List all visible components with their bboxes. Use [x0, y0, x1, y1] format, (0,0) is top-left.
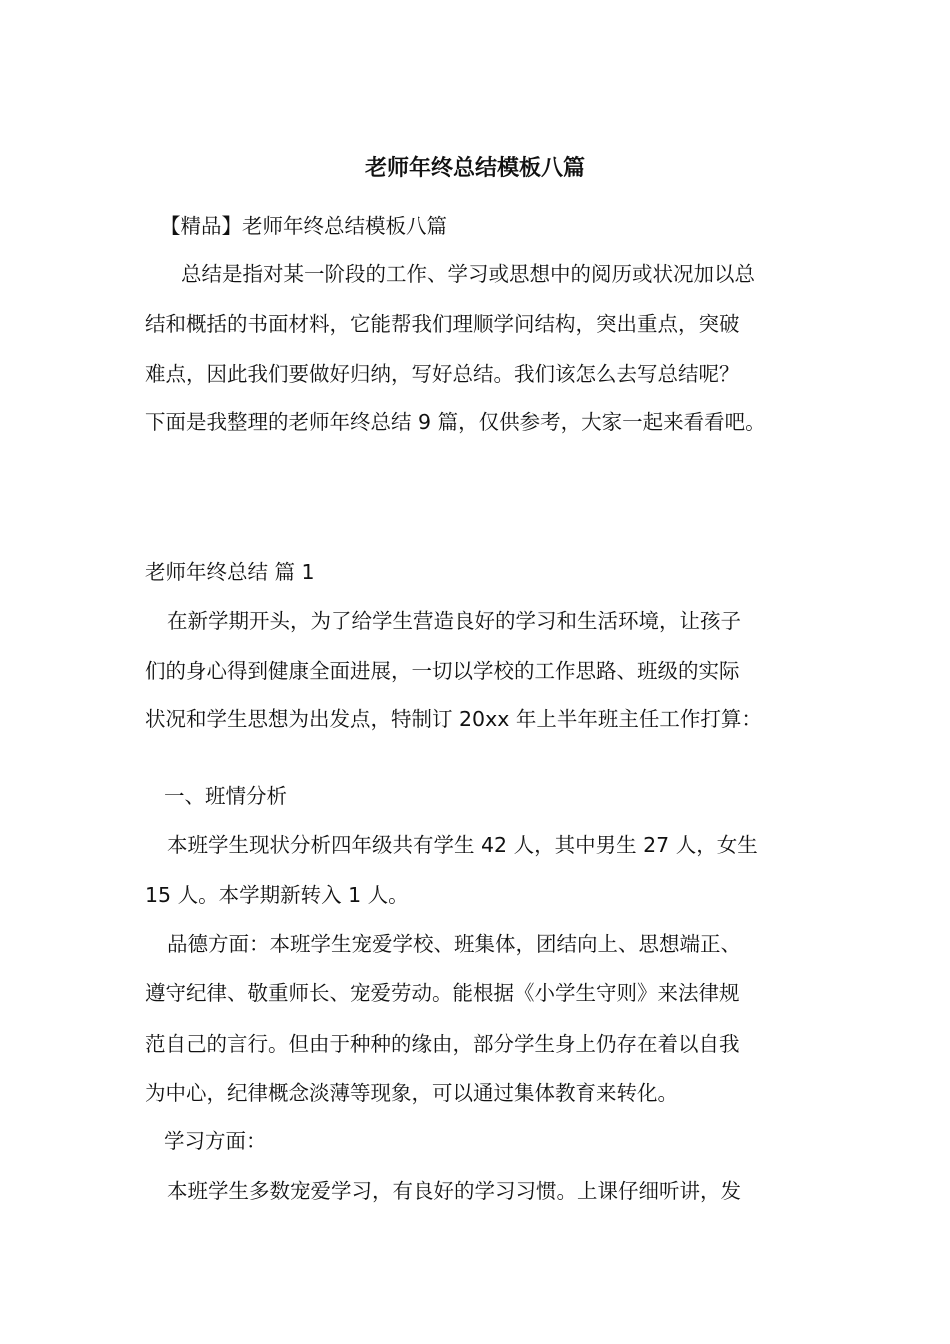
- section-heading: 老师年终总结 篇 1: [145, 560, 315, 584]
- section-paragraph-line: 在新学期开头，为了给学生营造良好的学习和生活环境，让孩子: [167, 609, 741, 633]
- section-paragraph-line: 们的身心得到健康全面进展，一切以学校的工作思路、班级的实际: [145, 659, 740, 683]
- morality-line: 品德方面：本班学生宠爱学校、班集体，团结向上、思想端正、: [167, 932, 741, 956]
- document-subtitle: 【精品】老师年终总结模板八篇: [160, 214, 447, 238]
- morality-line: 遵守纪律、敬重师长、宠爱劳动。能根据《小学生守则》来法律规: [145, 981, 740, 1005]
- intro-line: 结和概括的书面材料，它能帮我们理顺学问结构，突出重点，突破: [145, 312, 740, 336]
- intro-line: 难点，因此我们要做好归纳，写好总结。我们该怎么去写总结呢？: [145, 362, 740, 386]
- intro-line: 下面是我整理的老师年终总结 9 篇，仅供参考，大家一起来看看吧。: [145, 410, 766, 434]
- intro-line: 总结是指对某一阶段的工作、学习或思想中的阅历或状况加以总: [181, 262, 755, 286]
- section-paragraph-line: 状况和学生思想为出发点，特制订 20xx 年上半年班主任工作打算：: [145, 707, 762, 731]
- study-heading: 学习方面：: [164, 1129, 267, 1153]
- morality-line: 为中心，纪律概念淡薄等现象，可以通过集体教育来转化。: [145, 1081, 678, 1105]
- study-line: 本班学生多数宠爱学习，有良好的学习习惯。上课仔细听讲，发: [167, 1179, 741, 1203]
- class-status-line: 本班学生现状分析四年级共有学生 42 人，其中男生 27 人，女生: [167, 833, 758, 857]
- morality-line: 范自己的言行。但由于种种的缘由，部分学生身上仍存在着以自我: [145, 1032, 740, 1056]
- document-title: 老师年终总结模板八篇: [364, 156, 585, 181]
- class-status-line: 15 人。本学期新转入 1 人。: [145, 883, 409, 907]
- subheading-class-analysis: 一、班情分析: [164, 784, 287, 808]
